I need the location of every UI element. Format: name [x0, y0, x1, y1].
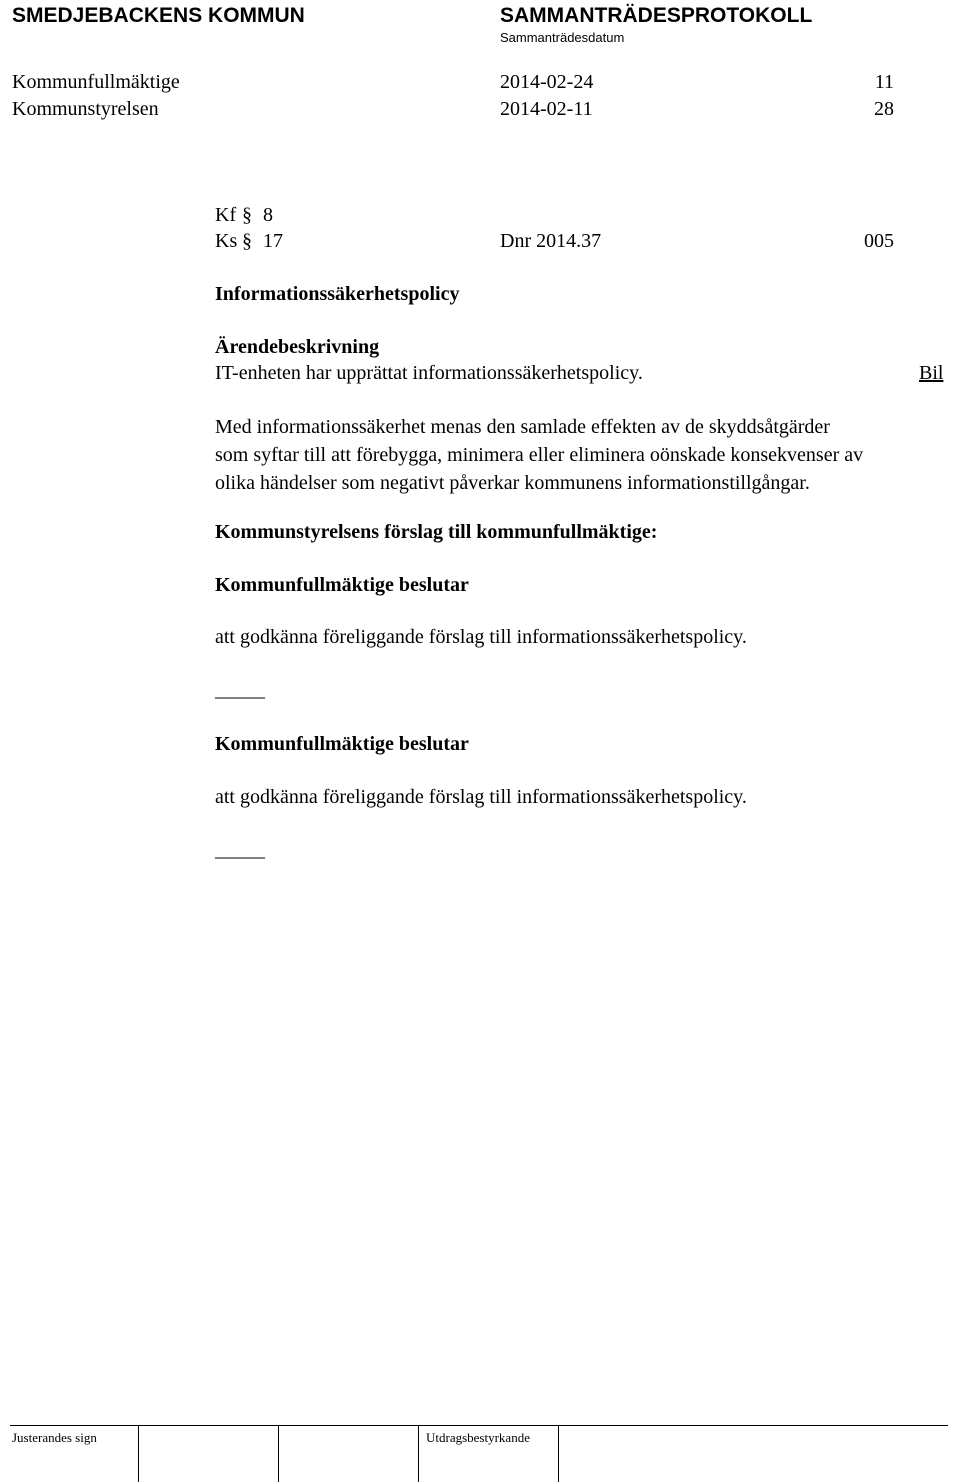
- desc-text: IT-enheten har upprättat informationssäkerhetspolicy.: [215, 362, 643, 384]
- ks-paragraph-sign: §: [242, 230, 252, 252]
- definition-paragraph: [215, 413, 955, 497]
- paragraph-line: Med informationssäkerhet menas den samlade effekten av de skyddsåtgärder: [215, 416, 830, 438]
- header-body-ks: Kommunstyrelsen: [12, 98, 159, 120]
- justerandes-sign-label: Justerandes sign: [12, 1430, 97, 1445]
- header-body-kf: Kommunfullmäktige: [12, 71, 180, 93]
- paragraph-line: olika händelser som negativt påverkar kommunens informationstillgångar.: [215, 472, 810, 494]
- attachment-link[interactable]: Bil: [919, 362, 944, 384]
- kf-number: 8: [263, 204, 273, 226]
- org-name: SMEDJEBACKENS KOMMUN: [12, 4, 305, 27]
- kf-paragraph-sign: §: [242, 204, 252, 226]
- kf-label: Kf: [215, 204, 237, 226]
- desc-heading: Ärendebeskrivning: [215, 336, 380, 358]
- footer-divider: [278, 1426, 279, 1482]
- separator-2: _____: [215, 839, 265, 861]
- decision-text-2: att godkänna föreliggande förslag till informationssäkerhetspolicy.: [215, 786, 747, 808]
- decision-text-1: att godkänna föreliggande förslag till informationssäkerhetspolicy.: [215, 626, 747, 648]
- case-title: Informationssäkerhetspolicy: [215, 283, 460, 305]
- utdragsbestyrkande-label: Utdragsbestyrkande: [426, 1430, 530, 1445]
- footer-rule: [10, 1425, 948, 1426]
- ks-label: Ks: [215, 230, 238, 252]
- header-page-kf: 11: [874, 71, 894, 93]
- footer-divider: [138, 1426, 139, 1482]
- footer-divider: [418, 1426, 419, 1482]
- doc-type: SAMMANTRÄDESPROTOKOLL: [500, 4, 813, 27]
- header-date-kf: 2014-02-24: [500, 71, 594, 93]
- decision-heading-1: Kommunfullmäktige beslutar: [215, 574, 469, 596]
- separator-1: _____: [215, 679, 265, 701]
- footer-divider: [558, 1426, 559, 1482]
- header-page-ks: 28: [874, 98, 894, 120]
- header-date-ks: 2014-02-11: [500, 98, 593, 120]
- dnr: Dnr 2014.37: [500, 230, 602, 252]
- decision-heading-2: Kommunfullmäktige beslutar: [215, 733, 469, 755]
- date-label: Sammanträdesdatum: [500, 30, 625, 45]
- case-code: 005: [864, 230, 894, 252]
- paragraph-line: som syftar till att förebygga, minimera eller eliminera oönskade konsekvenser av: [215, 444, 864, 466]
- ks-proposal-heading: Kommunstyrelsens förslag till kommunfullmäktige:: [215, 521, 658, 543]
- ks-number: 17: [263, 230, 283, 252]
